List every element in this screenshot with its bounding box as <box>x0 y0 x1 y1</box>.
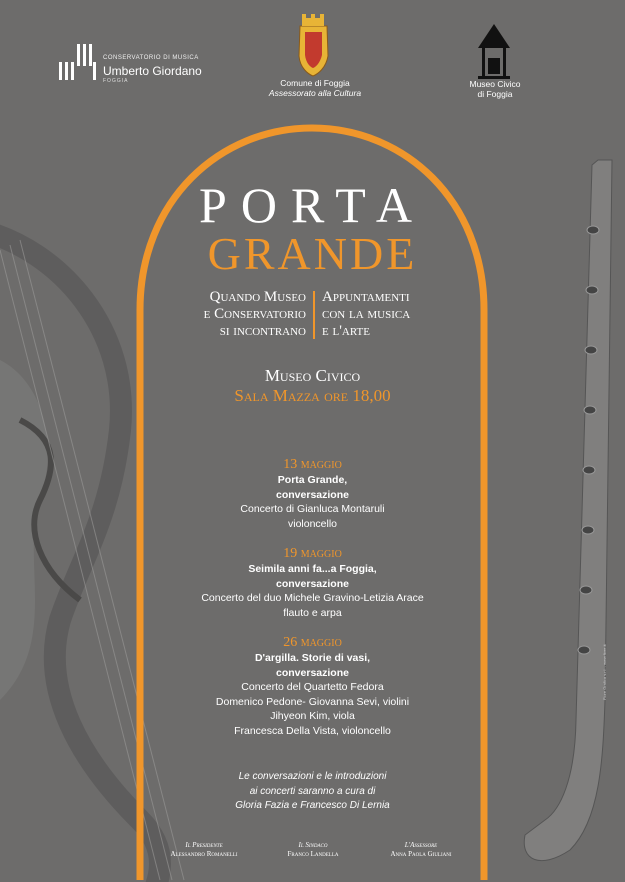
event-date: 26 maggio <box>283 635 342 650</box>
venue <box>150 366 475 406</box>
subtitle-right-line: e l'arte <box>322 323 370 339</box>
event-date: 13 maggio <box>283 457 342 472</box>
subtitle-divider <box>313 291 315 339</box>
subtitle-right <box>322 289 482 340</box>
subtitle-right-line: con la musica <box>322 306 411 322</box>
note-line: ai concerti saranno a cura di <box>249 785 376 797</box>
curators-note <box>150 770 475 814</box>
event-detail: Concerto del Quartetto Fedora <box>241 681 384 693</box>
title-grande: GRANDE <box>207 228 418 279</box>
subtitle-right-line: Appuntamenti <box>322 289 410 305</box>
subtitle-left-line: Quando Museo <box>209 289 306 305</box>
note-line: Le conversazioni e le introduzioni <box>238 771 387 782</box>
conservatorio-logo <box>59 44 96 80</box>
signature-name: Anna Paola Giuliani <box>390 850 452 858</box>
comune-line1: Comune di Foggia <box>280 78 350 88</box>
signature-assessore <box>346 841 496 859</box>
event-kind: conversazione <box>276 577 349 590</box>
event-item <box>150 634 475 738</box>
signature-name: Franco Landella <box>287 850 339 858</box>
event-title: Seimila anni fa...a Foggia, <box>248 563 377 575</box>
signature-role: L'Assessore <box>404 841 438 849</box>
event-detail: violoncello <box>287 517 338 530</box>
subtitle-left-line: si incontrano <box>219 323 306 339</box>
signature-role: Il Sindaco <box>298 841 328 849</box>
printer-credit: Fiore Grafica s.r.l. - www.fiore.it <box>602 644 607 700</box>
event-item <box>150 456 475 531</box>
event-detail: flauto e arpa <box>283 606 342 619</box>
event-kind: conversazione <box>276 666 349 679</box>
event-detail: Concerto del duo Michele Gravino-Letizia Arace <box>201 592 424 604</box>
signature-name: Alessandro Romanelli <box>170 850 238 858</box>
conservatorio-city: FOGGIA <box>103 78 129 84</box>
event-detail: Jihyeon Kim, viola <box>270 710 355 722</box>
signature-role: Il Presidente <box>185 841 223 849</box>
event-detail: Domenico Pedone- Giovanna Sevi, violini <box>215 695 410 708</box>
conservatorio-label: CONSERVATORIO DI MUSICA <box>103 55 199 61</box>
comune-caption <box>240 78 390 98</box>
museo-line2: di Foggia <box>477 89 513 99</box>
event-title: Porta Grande, <box>277 474 348 486</box>
comune-line2: Assessorato alla Cultura <box>268 88 362 98</box>
event-title: D'argilla. Storie di vasi, <box>254 652 371 664</box>
subtitle-left-line: e Conservatorio <box>203 306 306 322</box>
title-porta: PORTA <box>199 177 426 233</box>
event-detail: Concerto di Gianluca Montaruli <box>240 503 385 515</box>
subtitle-left <box>160 289 306 340</box>
museo-logo <box>478 24 510 79</box>
event-item <box>150 545 475 620</box>
conservatorio-name: Umberto Giordano <box>103 64 202 78</box>
venue-name: Museo Civico <box>264 366 361 385</box>
comune-crest <box>299 14 328 76</box>
venue-room: Sala Mazza ore 18,00 <box>234 386 391 405</box>
event-detail: Francesca Della Vista, violoncello <box>234 724 391 737</box>
note-line: Gloria Fazia e Francesco Di Lernia <box>235 800 390 811</box>
event-kind: conversazione <box>276 488 349 501</box>
museo-caption <box>440 79 550 99</box>
flute-illustration <box>524 160 612 861</box>
event-date: 19 maggio <box>283 546 342 561</box>
museo-line1: Museo Civico <box>469 79 521 89</box>
